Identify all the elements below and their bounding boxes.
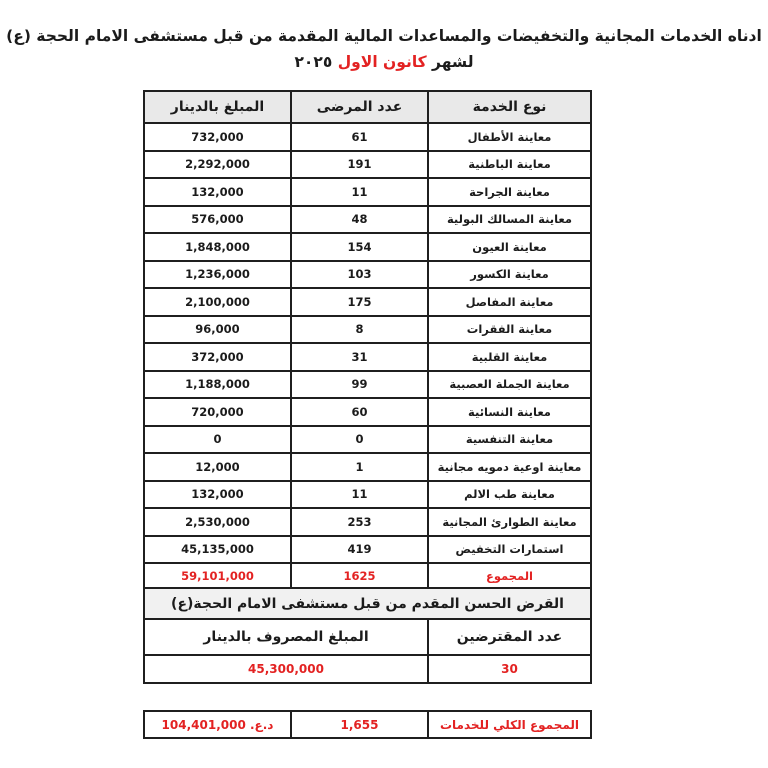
- service-service-cell: معاينة الجملة العصبية: [428, 371, 591, 399]
- services-header-row: [144, 91, 591, 123]
- title-month-prefix: لشهر: [426, 53, 474, 71]
- loan-values-row: [144, 655, 591, 683]
- service-amount-cell: 576,000: [144, 206, 291, 234]
- service-patients-cell: 175: [291, 288, 428, 316]
- service-patients-cell: 48: [291, 206, 428, 234]
- service-amount-cell: 12,000: [144, 453, 291, 481]
- service-patients-cell: 253: [291, 508, 428, 536]
- service-service-cell: معاينة المسالك البولية: [428, 206, 591, 234]
- service-row: [144, 536, 591, 564]
- service-service-cell: معاينة التنفسية: [428, 426, 591, 454]
- service-amount-cell: 732,000: [144, 123, 291, 151]
- loan-band-title: القرض الحسن المقدم من قبل مستشفى الامام الحجة(ع): [144, 588, 591, 619]
- service-row: [144, 178, 591, 206]
- report-title-line2: [0, 53, 768, 71]
- service-patients-cell: 1: [291, 453, 428, 481]
- grand-total-amount-cell: د.ع. 104,401,000: [144, 711, 291, 738]
- service-amount-cell: 45,135,000: [144, 536, 291, 564]
- service-patients-cell: 61: [291, 123, 428, 151]
- service-service-cell: معاينة الجراحة: [428, 178, 591, 206]
- service-row: [144, 288, 591, 316]
- loan-band-row: [144, 588, 591, 619]
- service-row: [144, 233, 591, 261]
- loan-header-row: [144, 619, 591, 655]
- service-patients-cell: 0: [291, 426, 428, 454]
- title-year: ٢٠٢٥: [294, 53, 338, 71]
- service-service-cell: معاينة القلبية: [428, 343, 591, 371]
- service-amount-cell: 1,236,000: [144, 261, 291, 289]
- loan-borrowers-value-cell: 30: [428, 655, 591, 683]
- col-header-amount-dinar: المبلغ بالدينار: [144, 91, 291, 123]
- service-amount-cell: 132,000: [144, 178, 291, 206]
- service-service-cell: معاينة الطوارئ المجانية: [428, 508, 591, 536]
- service-amount-cell: 372,000: [144, 343, 291, 371]
- service-patients-cell: 154: [291, 233, 428, 261]
- service-patients-cell: 103: [291, 261, 428, 289]
- services-total-row: [144, 563, 591, 588]
- service-patients-cell: 60: [291, 398, 428, 426]
- service-patients-cell: 419: [291, 536, 428, 564]
- grand-total-table: [143, 710, 592, 739]
- service-row: [144, 261, 591, 289]
- services-table: [143, 90, 592, 684]
- service-patients-cell: 31: [291, 343, 428, 371]
- service-row: [144, 123, 591, 151]
- total-label-cell: المجموع: [428, 563, 591, 588]
- grand-total-patients-cell: 1,655: [291, 711, 428, 738]
- service-service-cell: معاينة الباطنية: [428, 151, 591, 179]
- loan-amount-header-cell: المبلغ المصروف بالدينار: [144, 619, 428, 655]
- service-amount-cell: 96,000: [144, 316, 291, 344]
- service-service-cell: معاينة الكسور: [428, 261, 591, 289]
- service-patients-cell: 191: [291, 151, 428, 179]
- loan-borrowers-header-cell: عدد المقترضين: [428, 619, 591, 655]
- service-service-cell: معاينة اوعية دمويه مجانية: [428, 453, 591, 481]
- service-service-cell: معاينة الأطفال: [428, 123, 591, 151]
- service-row: [144, 316, 591, 344]
- service-row: [144, 206, 591, 234]
- service-amount-cell: 0: [144, 426, 291, 454]
- col-header-patient-count: عدد المرضى: [291, 91, 428, 123]
- service-row: [144, 481, 591, 509]
- service-row: [144, 398, 591, 426]
- service-patients-cell: 11: [291, 178, 428, 206]
- loan-amount-value-cell: 45,300,000: [144, 655, 428, 683]
- service-row: [144, 151, 591, 179]
- service-service-cell: معاينة الفقرات: [428, 316, 591, 344]
- service-amount-cell: 1,188,000: [144, 371, 291, 399]
- service-service-cell: معاينة العيون: [428, 233, 591, 261]
- grand-total-label-cell: المجموع الكلي للخدمات: [428, 711, 591, 738]
- service-amount-cell: 132,000: [144, 481, 291, 509]
- service-row: [144, 371, 591, 399]
- service-amount-cell: 2,100,000: [144, 288, 291, 316]
- service-amount-cell: 1,848,000: [144, 233, 291, 261]
- service-amount-cell: 2,292,000: [144, 151, 291, 179]
- service-patients-cell: 8: [291, 316, 428, 344]
- total-patients-cell: 1625: [291, 563, 428, 588]
- service-service-cell: استمارات التخفيض: [428, 536, 591, 564]
- report-title-line1: ادناه الخدمات المجانية والتخفيضات والمساعدات المالية المقدمة من قبل مستشفى الامام الحجة (ع): [6, 27, 762, 45]
- service-amount-cell: 2,530,000: [144, 508, 291, 536]
- service-row: [144, 343, 591, 371]
- service-service-cell: معاينة النسائية: [428, 398, 591, 426]
- total-amount-cell: 59,101,000: [144, 563, 291, 588]
- service-amount-cell: 720,000: [144, 398, 291, 426]
- grand-total-row: [144, 711, 591, 738]
- service-patients-cell: 99: [291, 371, 428, 399]
- service-patients-cell: 11: [291, 481, 428, 509]
- col-header-service-type: نوع الخدمة: [428, 91, 591, 123]
- title-month-name: كانون الاول: [337, 53, 427, 71]
- service-row: [144, 453, 591, 481]
- service-row: [144, 426, 591, 454]
- service-service-cell: معاينة طب الالم: [428, 481, 591, 509]
- service-row: [144, 508, 591, 536]
- services-total-section: [144, 563, 591, 683]
- service-service-cell: معاينة المفاصل: [428, 288, 591, 316]
- services-table-body: [144, 123, 591, 563]
